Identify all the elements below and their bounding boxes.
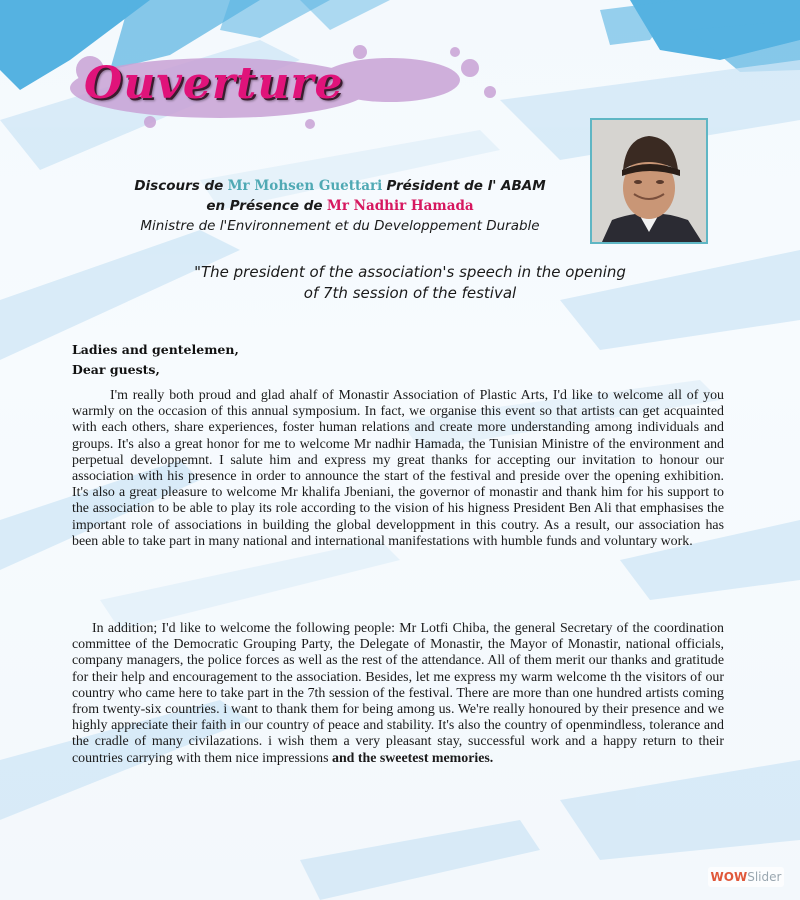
salutation-line1: Ladies and gentelemen, [72,342,239,357]
portrait-image [592,120,706,242]
salutation [72,340,239,380]
intro-line-2 [100,196,580,216]
paragraph-2-text: In addition; I'd like to welcome the following people: Mr Lotfi Chiba, the general Secretary of the coordination committee of the Democratic Grouping Party, the Delegate of Monastir, the Mayor of Monastir, national officials, company managers, the police forces as well as the rest of the attendance. All of them merit our thanks and gratitude for their help and encouragement to the association. Besides, let me express my warm welcome th the visitors of our country who came here to take part in the 7th session of the festival. There are more than one hundred artists coming from twenty-six countries. i want to thank them for being among us. We're really honoured by their presence and we highly appreciate their faith in our country of peace and stability. It's also the country of openmindless, tolerance and the cradle of many civilazations. i wish them a very pleasant stay, successful work and a happy return to their countries carrying with them nice impressions [72,621,724,766]
speech-introduction [100,176,580,236]
paragraph-2-closing: and the sweetest memories. [332,750,494,766]
salutation-line2: Dear guests, [72,362,160,377]
paragraph-1-text: I'm really both proud and glad ahalf of Monastir Association of Plastic Arts, I'd like to welcome all of you warmly on the occasion of this annual symposium. In fact, we organise this event so that artists can get acquainted with each others, share experiences, foster human relations and create more understanding among individuals and groups. It's also a great honor for me to welcome Mr nadhir Hamada, the Tunisian Ministre of the environment and perpetual developpemnt. I salute him and express my great thanks for accepting our invitation to honour our association with his presence in order to announce the start of the festival and preside over the opening exhibition. It's also a great pleasure to welcome Mr khalifa Jbeniani, the governor of monastir and thank him for his support to the association to be able to play its role according to the vision of his higness President Ben Ali that emphasises the important role of associations in building the global developpment in this coutry. As a result, our association has been able to take part in many national and international manifestations with humble funds and voluntary work. [72,388,724,549]
speech-heading [150,262,670,304]
guest-name: Mr Nadhir Hamada [326,198,474,214]
speaker-name: Mr Mohsen Guettari [227,178,383,194]
wowslider-watermark[interactable] [708,867,784,887]
intro-line-1 [100,176,580,196]
intro-line2-lead: en Présence de [206,198,323,214]
intro-line1-lead: Discours de [134,178,224,194]
page-title: Ouverture [84,58,344,109]
title-block [60,40,510,130]
speaker-portrait [590,118,708,244]
watermark-wow: WOW [710,870,748,884]
speech-paragraph-2 [72,621,724,767]
guest-title: Ministre de l'Environnement et du Developpement Durable [140,218,540,234]
watermark-slider: Slider [747,870,782,884]
speech-heading-line1: "The president of the association's speech in the opening [194,263,626,281]
speech-paragraph-1 [72,388,724,550]
speech-heading-line2: of 7th session of the festival [303,284,517,302]
speaker-title: Président de l' ABAM [386,178,546,194]
